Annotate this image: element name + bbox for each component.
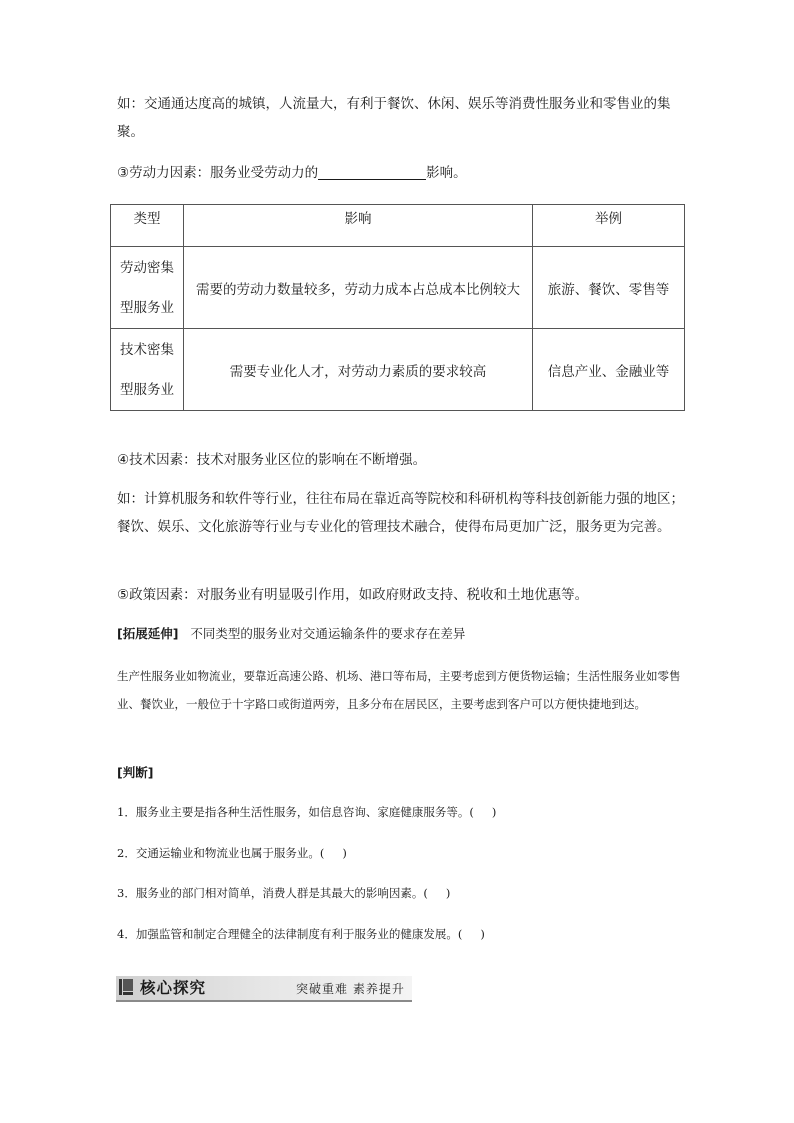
table-row: [111, 247, 685, 329]
table-cell-example: 信息产业、金融业等: [533, 329, 685, 411]
judgment-item-text: 2．交通运输业和物流业也属于服务业。(: [117, 846, 325, 860]
judgment-item: [117, 879, 687, 907]
judgment-item: [117, 839, 687, 867]
judgment-item-text: 1．服务业主要是指各种生活性服务，如信息咨询、家庭健康服务等。(: [117, 805, 474, 819]
table-header-row: [111, 205, 685, 247]
transport-example-paragraph: 如：交通通达度高的城镇，人流量大，有利于餐饮、休闲、娱乐等消费性服务业和零售业的集聚。: [117, 96, 671, 140]
answer-close: ): [342, 846, 347, 860]
judgment-item: [117, 798, 687, 826]
answer-close: ): [491, 805, 497, 819]
section-title: 核心探究: [140, 979, 207, 997]
labor-type-table: [110, 204, 685, 411]
table-header-type: 类型: [111, 205, 184, 247]
judgment-item: [117, 920, 687, 948]
table-cell-type: 劳动密集型服务业: [111, 247, 184, 329]
extension-title: 不同类型的服务业对交通运输条件的要求存在差异: [190, 626, 466, 641]
answer-close: ): [445, 886, 451, 900]
tech-example-paragraph: 如：计算机服务和软件等行业，往往布局在靠近高等院校和科研机构等科技创新能力强的地区；餐饮、娱乐、文化旅游等行业与专业化的管理技术融合，使得布局更加广泛，服务更为完善。: [117, 491, 684, 535]
section-subtitle: 突破重难 素养提升: [296, 982, 405, 996]
labor-factor-prefix: ③劳动力因素：服务业受劳动力的: [117, 165, 319, 181]
extension-heading: [117, 620, 687, 648]
judgment-item-text: 4．加强监管和制定合理健全的法律制度有利于服务业的健康发展。(: [117, 927, 463, 941]
policy-factor-paragraph: ⑤政策因素：对服务业有明显吸引作用，如政府财政支持、税收和土地优惠等。: [117, 587, 589, 603]
fill-blank[interactable]: [318, 163, 426, 180]
section-book-icon: [119, 979, 133, 995]
table-cell-type: 技术密集型服务业: [111, 329, 184, 411]
tech-factor-paragraph: ④技术因素：技术对服务业区位的影响在不断增强。: [117, 452, 427, 468]
judgment-heading: [117, 759, 687, 787]
table-row: [111, 329, 685, 411]
extension-body: 生产性服务业如物流业，要靠近高速公路、机场、港口等布局，主要考虑到方便货物运输；生活性服务业如零售业、餐饮业，一般位于十字路口或街道两旁，且多分布在居民区，主要考虑到客户可以方便快捷地到达。: [117, 669, 681, 711]
labor-factor-paragraph: [117, 159, 687, 187]
table-cell-impact: 需要专业化人才，对劳动力素质的要求较高: [184, 329, 533, 411]
table-header-impact: 影响: [184, 205, 533, 247]
section-banner: [116, 976, 412, 1002]
extension-label: [拓展延伸]: [117, 626, 179, 641]
labor-factor-suffix: 影响。: [426, 165, 467, 181]
table-header-example: 举例: [533, 205, 685, 247]
answer-close: ): [480, 927, 485, 941]
table-cell-impact: 需要的劳动力数量较多，劳动力成本占总成本比例较大: [184, 247, 533, 329]
judgment-item-text: 3．服务业的部门相对简单，消费人群是其最大的影响因素。(: [117, 886, 428, 900]
judgment-label: [判断]: [117, 765, 154, 780]
table-cell-example: 旅游、餐饮、零售等: [533, 247, 685, 329]
